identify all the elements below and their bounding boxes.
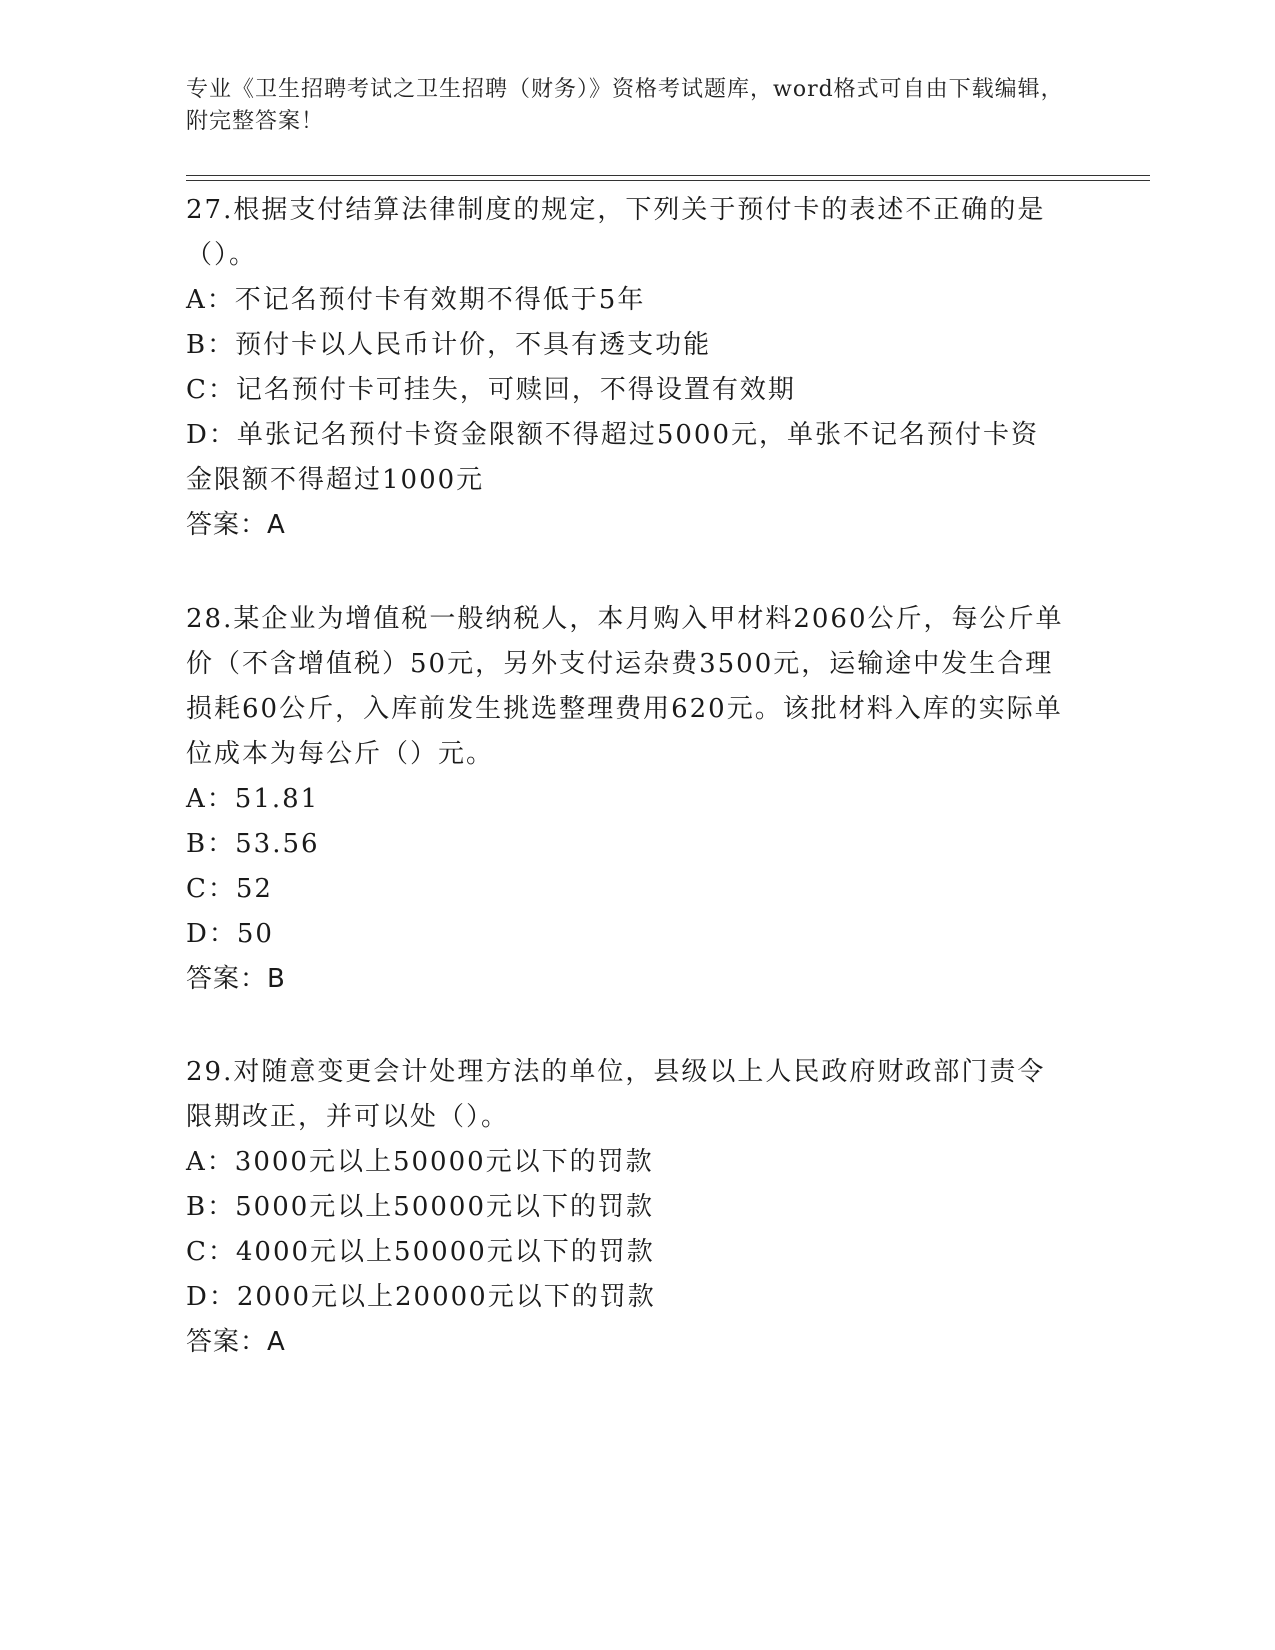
option-d: D：50 xyxy=(186,919,274,949)
answer: 答案：A xyxy=(186,1327,286,1357)
option-c: C：记名预付卡可挂失，可赎回，不得设置有效期 xyxy=(186,375,796,405)
option-d: D：单张记名预付卡资金限额不得超过5000元，单张不记名预付卡资金限额不得超过1000元 xyxy=(186,420,1040,495)
question-stem: 28.某企业为增值税一般纳税人，本月购入甲材料2060公斤，每公斤单价（不含增值税）50元，另外支付运杂费3500元，运输途中发生合理损耗60公斤，入库前发生挑选整理费用620元。该批材料入库的实际单位成本为每公斤（）元。 xyxy=(186,604,1064,769)
option-b: B：53.56 xyxy=(186,829,320,859)
option-b: B：预付卡以人民币计价，不具有透支功能 xyxy=(186,330,712,360)
option-d: D：2000元以上20000元以下的罚款 xyxy=(186,1282,656,1312)
question-28 xyxy=(186,597,1066,1002)
answer: 答案：B xyxy=(186,964,286,994)
question-27 xyxy=(186,188,1066,548)
option-a: A：51.81 xyxy=(186,784,320,814)
question-stem: 29.对随意变更会计处理方法的单位，县级以上人民政府财政部门责令限期改正，并可以处（）。 xyxy=(186,1057,1046,1132)
option-a: A：3000元以上50000元以下的罚款 xyxy=(186,1147,654,1177)
option-c: C：4000元以上50000元以下的罚款 xyxy=(186,1237,655,1267)
question-stem: 27.根据支付结算法律制度的规定，下列关于预付卡的表述不正确的是（）。 xyxy=(186,195,1046,270)
option-b: B：5000元以上50000元以下的罚款 xyxy=(186,1192,654,1222)
option-c: C：52 xyxy=(186,874,273,904)
header-divider-thin xyxy=(186,180,1150,181)
header-divider-thick xyxy=(186,175,1150,176)
document-header-intro: 专业《卫生招聘考试之卫生招聘（财务）》资格考试题库，word格式可自由下载编辑，附完整答案！ xyxy=(186,77,1064,134)
question-29 xyxy=(186,1050,1066,1365)
answer: 答案：A xyxy=(186,510,286,540)
option-a: A：不记名预付卡有效期不得低于5年 xyxy=(186,285,646,315)
